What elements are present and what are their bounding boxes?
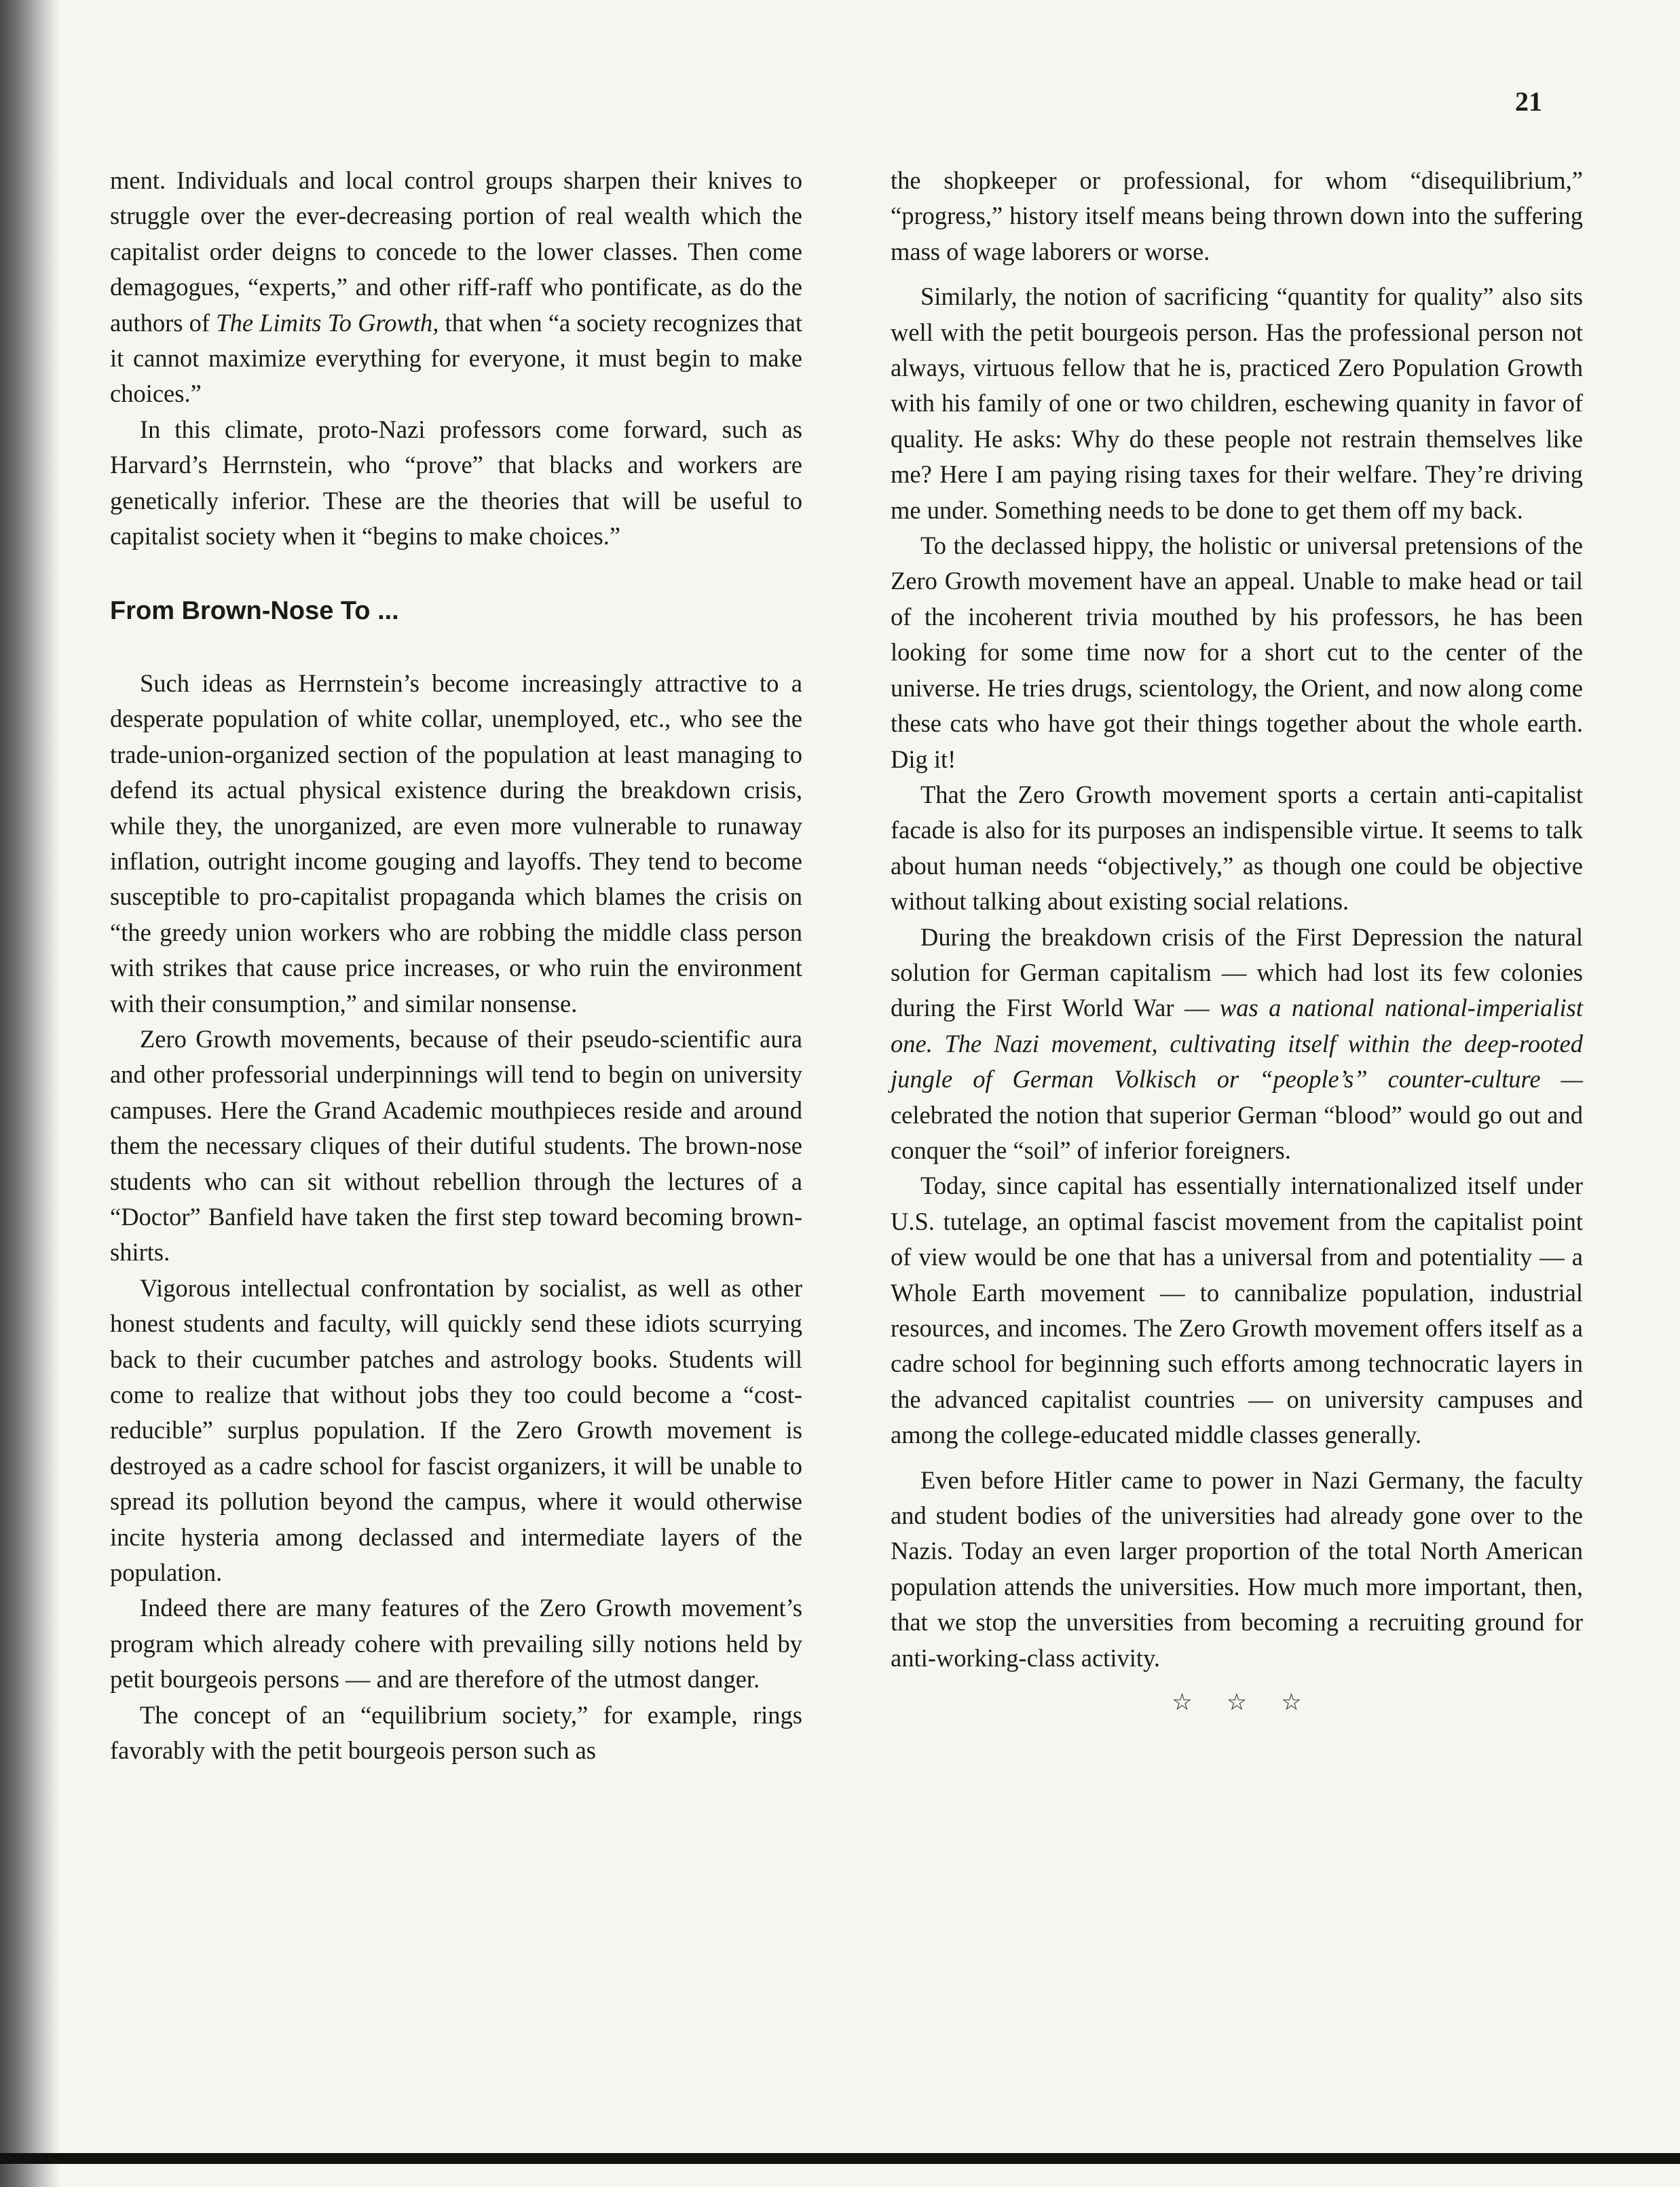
paragraph: Similarly, the notion of sacrificing “quantity for quality” also sits well with the petit bourgeois person. Has the professional person not always, virtuous fellow that he is, practiced Zero Population Growth with his family of one or two children, eschewing quanity in favor of quality. He asks: Why do these people not restrain themselves like me? Here I am paying rising taxes for their welfare. They’re driving me under. Something needs to be done to get them off my back. [891, 282, 1583, 524]
page-number: 21 [1515, 86, 1542, 117]
paragraph: ment. Individuals and local control groups sharpen their knives to struggle over the ever-decreasing portion of real wealth which the capitalist order deigns to concede to the lower classes. Then come demagogues, “experts,” and other riff-raff who pontificate, as do the authors of The Limits To Growth, that when “a society recognizes that it cannot maximize everything for everyone, it must begin to make choices.” [110, 166, 802, 408]
paragraph: Zero Growth movements, because of their pseudo-scientific aura and other professorial underpinnings will tend to begin on university campuses. Here the Grand Academic mouthpieces reside and around them the necessary cliques of their dutiful students. The brown-nose students who can sit without rebellion through the lectures of a “Doctor” Banfield have taken the first step toward becoming brown-shirts. [110, 1024, 802, 1267]
paragraph: the shopkeeper or professional, for whom “disequilibrium,” “progress,” history itself means being thrown down into the suffering mass of wage laborers or worse. [891, 166, 1583, 265]
paragraph: During the breakdown crisis of the First Depression the natural solution for German capitalism — which had lost its few colonies during the First World War — was a national national-imperialist one. The Nazi movement, cultivating itself within the deep-rooted jungle of German Volkisch or “people’s” counter-culture — celebrated the notion that superior German “blood” would go out and conquer the “soil” of inferior foreigners. [891, 922, 1583, 1164]
right-column [891, 163, 1583, 1721]
left-column [110, 163, 802, 1768]
paragraph: Today, since capital has essentially internationalized itself under U.S. tutelage, an optimal fascist movement from the capitalist point of view would be one that has a universal from and potentiality — a Whole Earth movement — to cannibalize population, industrial resources, and incomes. The Zero Growth movement offers itself as a cadre school for beginning such efforts among technocratic layers in the advanced capitalist countries — on university campuses and among the college-educated middle classes generally. [891, 1172, 1583, 1449]
paragraph: Even before Hitler came to power in Nazi Germany, the faculty and student bodies of the universities had already gone over to the Nazis. Today an even larger proportion of the total North American population attends the universities. How much more important, then, that we stop the unversities from becoming a recruiting ground for anti-working-class activity. [891, 1465, 1583, 1672]
paragraph: Such ideas as Herrnstein’s become increasingly attractive to a desperate population of white collar, unemployed, etc., who see the trade-union-organized section of the population at least managing to defend its actual physical existence during the breakdown crisis, while they, the unorganized, are even more vulnerable to runaway inflation, outright income gouging and layoffs. They tend to become susceptible to pro-capitalist propaganda which blames the crisis on “the greedy union workers who are robbing the middle class person with strikes that cause price increases, or who ruin the environment with their consumption,” and similar nonsense. [110, 669, 802, 1017]
bottom-rule [0, 2153, 1680, 2164]
paragraph: In this climate, proto-Nazi professors come forward, such as Harvard’s Herrnstein, who “prove” that blacks and workers are genetically inferior. These are the theories that will be useful to capitalist society when it “begins to make choices.” [110, 415, 802, 550]
paragraph: The concept of an “equilibrium society,” for example, rings favorably with the petit bourgeois person such as [110, 1700, 802, 1765]
section-heading: From Brown-Nose To ... [110, 597, 399, 626]
star-ornament-icon: ☆☆☆ [1172, 1690, 1336, 1716]
paragraph: To the declassed hippy, the holistic or universal pretensions of the Zero Growth movement have an appeal. Unable to make head or tail of the incoherent trivia mouthed by his professors, he has been looking for some time now for a short cut to the center of the universe. He tries drugs, scientology, the Orient, and now along come these cats who have got their things together about the whole earth. Dig it! [891, 531, 1583, 773]
book-title: The Limits To Growth, [216, 308, 439, 337]
paragraph: That the Zero Growth movement sports a certain anti-capitalist facade is also for its purposes an indispensible virtue. It seems to talk about human needs “objectively,” as though one could be objective without talking about existing social relations. [891, 780, 1583, 916]
paragraph: Indeed there are many features of the Zero Growth movement’s program which already cohere with prevailing silly notions held by petit bourgeois persons — and are therefore of the utmost danger. [110, 1594, 802, 1694]
italic-passage: was a national national-imperialist one. The Nazi movement, cultivating itself within the deep-rooted jungle of German Volkisch or “people’s” counter-culture — [891, 994, 1583, 1094]
paragraph: Vigorous intellectual confrontation by socialist, as well as other honest students and faculty, will quickly send these idiots scurrying back to their cucumber patches and astrology books. Students will come to realize that without jobs they too could become a “cost-reducible” surplus population. If the Zero Growth movement is destroyed as a cadre school for fascist organizers, it will be unable to spread its pollution beyond the campus, where it would otherwise incite hysteria among declassed and intermediate layers of the population. [110, 1273, 802, 1587]
binding-shadow [0, 0, 60, 2187]
